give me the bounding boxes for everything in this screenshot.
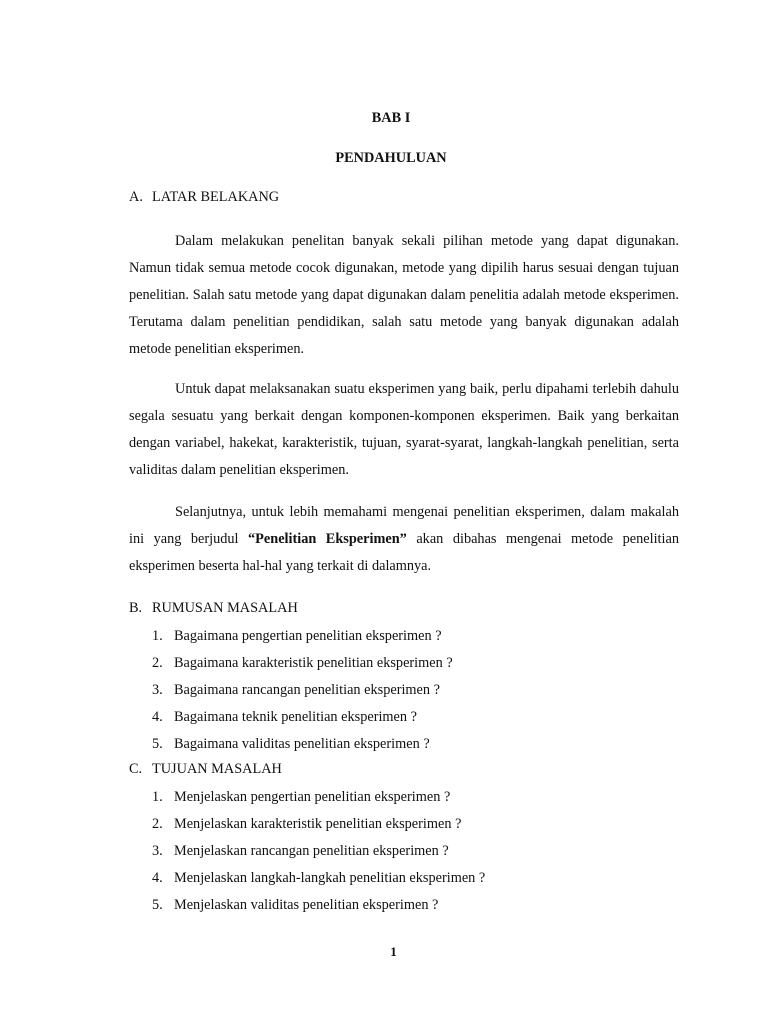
background-paragraph-3: [129, 499, 679, 580]
list-item: [152, 842, 485, 869]
list-item: [152, 896, 485, 923]
section-c-letter: C.: [129, 761, 143, 777]
section-a-heading: [129, 189, 279, 206]
list-item: [152, 654, 453, 681]
list-item: [152, 708, 453, 735]
section-c-title: TUJUAN MASALAH: [152, 761, 282, 777]
list-item-number: 3.: [152, 682, 163, 698]
list-item-number: 3.: [152, 843, 163, 859]
list-item-text: Menjelaskan validitas penelitian eksperimen ?: [174, 897, 439, 913]
list-item-number: 4.: [152, 709, 163, 725]
list-item-text: Bagaimana validitas penelitian eksperimen ?: [174, 736, 430, 752]
list-item-text: Menjelaskan rancangan penelitian eksperimen ?: [174, 843, 449, 859]
research-questions-list: [152, 627, 453, 762]
paper-title-emphasis: “Penelitian Eksperimen”: [248, 531, 407, 547]
list-item-number: 1.: [152, 789, 163, 805]
section-b-letter: B.: [129, 600, 143, 616]
list-item-text: Bagaimana karakteristik penelitian eksperimen ?: [174, 655, 453, 671]
paragraph-3-text-end: akan dibahas mengenai metode penelitian eksperimen beserta hal-hal yang terkait di dalamnya.: [129, 531, 679, 574]
list-item-number: 4.: [152, 870, 163, 886]
objectives-list: [152, 788, 485, 923]
list-item-text: Menjelaskan karakteristik penelitian eksperimen ?: [174, 816, 462, 832]
list-item-number: 2.: [152, 816, 163, 832]
background-paragraph-2: Untuk dapat melaksanakan suatu eksperimen yang baik, perlu dipahami terlebih dahulu segala sesuatu yang berkait dengan komponen-komponen eksperimen. Baik yang berkaitan dengan variabel, hakekat, karakteristik, tujuan, syarat-syarat, langkah-langkah penelitian, serta validitas dalam penelitian eksperimen.: [129, 381, 679, 478]
section-b-heading: [129, 600, 298, 617]
list-item: [152, 627, 453, 654]
list-item: [152, 735, 453, 762]
list-item-number: 1.: [152, 628, 163, 644]
list-item: [152, 815, 485, 842]
list-item-number: 5.: [152, 736, 163, 752]
list-item-text: Bagaimana rancangan penelitian eksperimen ?: [174, 682, 440, 698]
list-item-text: Bagaimana pengertian penelitian eksperimen ?: [174, 628, 442, 644]
list-item-text: Menjelaskan langkah-langkah penelitian eksperimen ?: [174, 870, 486, 886]
section-a-title: LATAR BELAKANG: [152, 189, 280, 205]
chapter-title: PENDAHULUAN: [335, 150, 447, 166]
list-item: [152, 788, 485, 815]
background-paragraph-1: Dalam melakukan penelitan banyak sekali pilihan metode yang dapat digunakan. Namun tidak semua metode cocok digunakan, metode yang dipilih harus sesuai dengan tujuan penelitian. Salah satu metode yang dapat digunakan dalam penelitia adalah metode eksperimen. Terutama dalam penelitian pendidikan, salah satu metode yang banyak digunakan adalah metode penelitian eksperimen.: [129, 233, 679, 357]
list-item-number: 5.: [152, 897, 163, 913]
paragraph-3-text-start: Selanjutnya, untuk lebih memahami mengenai penelitian eksperimen, dalam makalah ini yang berjudul: [129, 504, 679, 547]
list-item-text: Menjelaskan pengertian penelitian eksperimen ?: [174, 789, 451, 805]
list-item-number: 2.: [152, 655, 163, 671]
list-item-text: Bagaimana teknik penelitian eksperimen ?: [174, 709, 417, 725]
list-item: [152, 869, 485, 896]
chapter-label: BAB I: [371, 110, 411, 126]
page-number: 1: [390, 944, 397, 959]
list-item: [152, 681, 453, 708]
section-a-letter: A.: [129, 189, 143, 205]
section-b-title: RUMUSAN MASALAH: [152, 600, 298, 616]
section-c-heading: [129, 761, 282, 778]
